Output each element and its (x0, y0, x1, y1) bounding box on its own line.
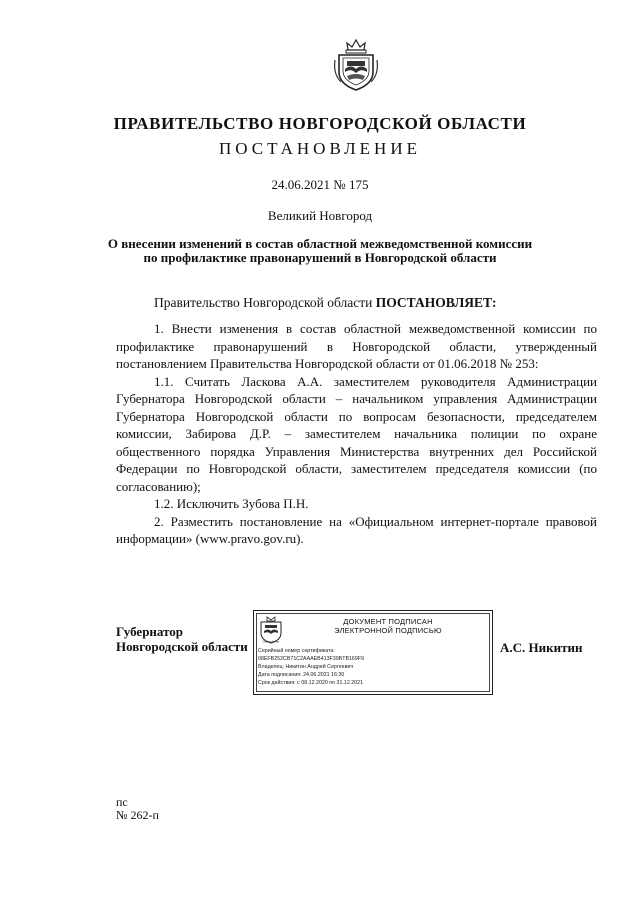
subject-line-2: по профилактике правонарушений в Новгородской области (143, 250, 497, 265)
paragraph-1: 1. Внести изменения в состав областной межведомственной комиссии по профилактике правонарушений в Новгородской области, утвержденный постановлением Правительства Новгородской области от 01.06.2018 № 253: (116, 321, 597, 371)
lead-resolves: ПОСТАНОВЛЯЕТ: (375, 295, 497, 310)
government-title: ПРАВИТЕЛЬСТВО НОВГОРОДСКОЙ ОБЛАСТИ (113, 114, 527, 133)
signatory-title-line-1: Губернатор (116, 624, 184, 639)
lead-text: Правительство Новгородской области (154, 295, 376, 310)
document-type: ПОСТАНОВЛЕНИЕ (218, 139, 421, 158)
document-body (116, 320, 597, 548)
signatory-title (116, 624, 248, 654)
stamp-detail-line: 08EFB252CB71C2AAAEB413F39BTB169F9 (258, 656, 365, 662)
paragraph-1-1: 1.1. Считать Ласкова А.А. заместителем руководителя Администрации Губернатора Новгородской области – начальником управления Администрации Губернатора Новгородской области по вопросам безопасности, председателем комиссии, Забирова Д.Р. – заместителем начальника полиции по охране общественного порядка Управления Министерства внутренних дел Российской Федерации по Новгородской области, заместителем председателя комиссии (по согласованию); (116, 373, 597, 494)
paragraph-2: 2. Разместить постановление на «Официальном интернет-портале правовой информации» (www.pravo.gov.ru). (116, 513, 597, 546)
resolution-lead (154, 295, 594, 311)
footer-number: № 262-п (116, 808, 159, 822)
stamp-detail-line: Серийный номер сертификата: (258, 648, 335, 654)
subject-line-1: О внесении изменений в состав областной межведомственной комиссии (107, 236, 533, 251)
signatory-title-line-2: Новгородской области (116, 639, 248, 654)
electronic-signature-stamp (253, 610, 493, 695)
document-subject (0, 237, 640, 265)
stamp-heading-line-1: ДОКУМЕНТ ПОДПИСАН (343, 617, 433, 626)
stamp-detail-line: Дата подписания: 24.06.2021 16:30 (258, 672, 345, 678)
stamp-details (258, 647, 490, 687)
coat-of-arms-emblem (331, 38, 381, 92)
paragraph-1-2: 1.2. Исключить Зубова П.Н. (154, 496, 309, 511)
stamp-emblem-icon (258, 616, 284, 644)
stamp-detail-line: Владелец: Никитин Андрей Сергеевич (258, 664, 354, 670)
city: Великий Новгород (267, 208, 373, 223)
stamp-heading (288, 617, 488, 635)
stamp-detail-line: Срок действия: с 08.12.2020 по 31.12.2021 (258, 680, 364, 686)
stamp-cert-label: Сертификат (262, 639, 280, 644)
footer-initials: пс (116, 795, 128, 809)
document-footer (116, 796, 159, 822)
date-number: 24.06.2021 № 175 (271, 177, 369, 192)
signatory-name: А.С. Никитин (500, 640, 583, 655)
stamp-heading-line-2: ЭЛЕКТРОННОЙ ПОДПИСЬЮ (334, 626, 442, 635)
